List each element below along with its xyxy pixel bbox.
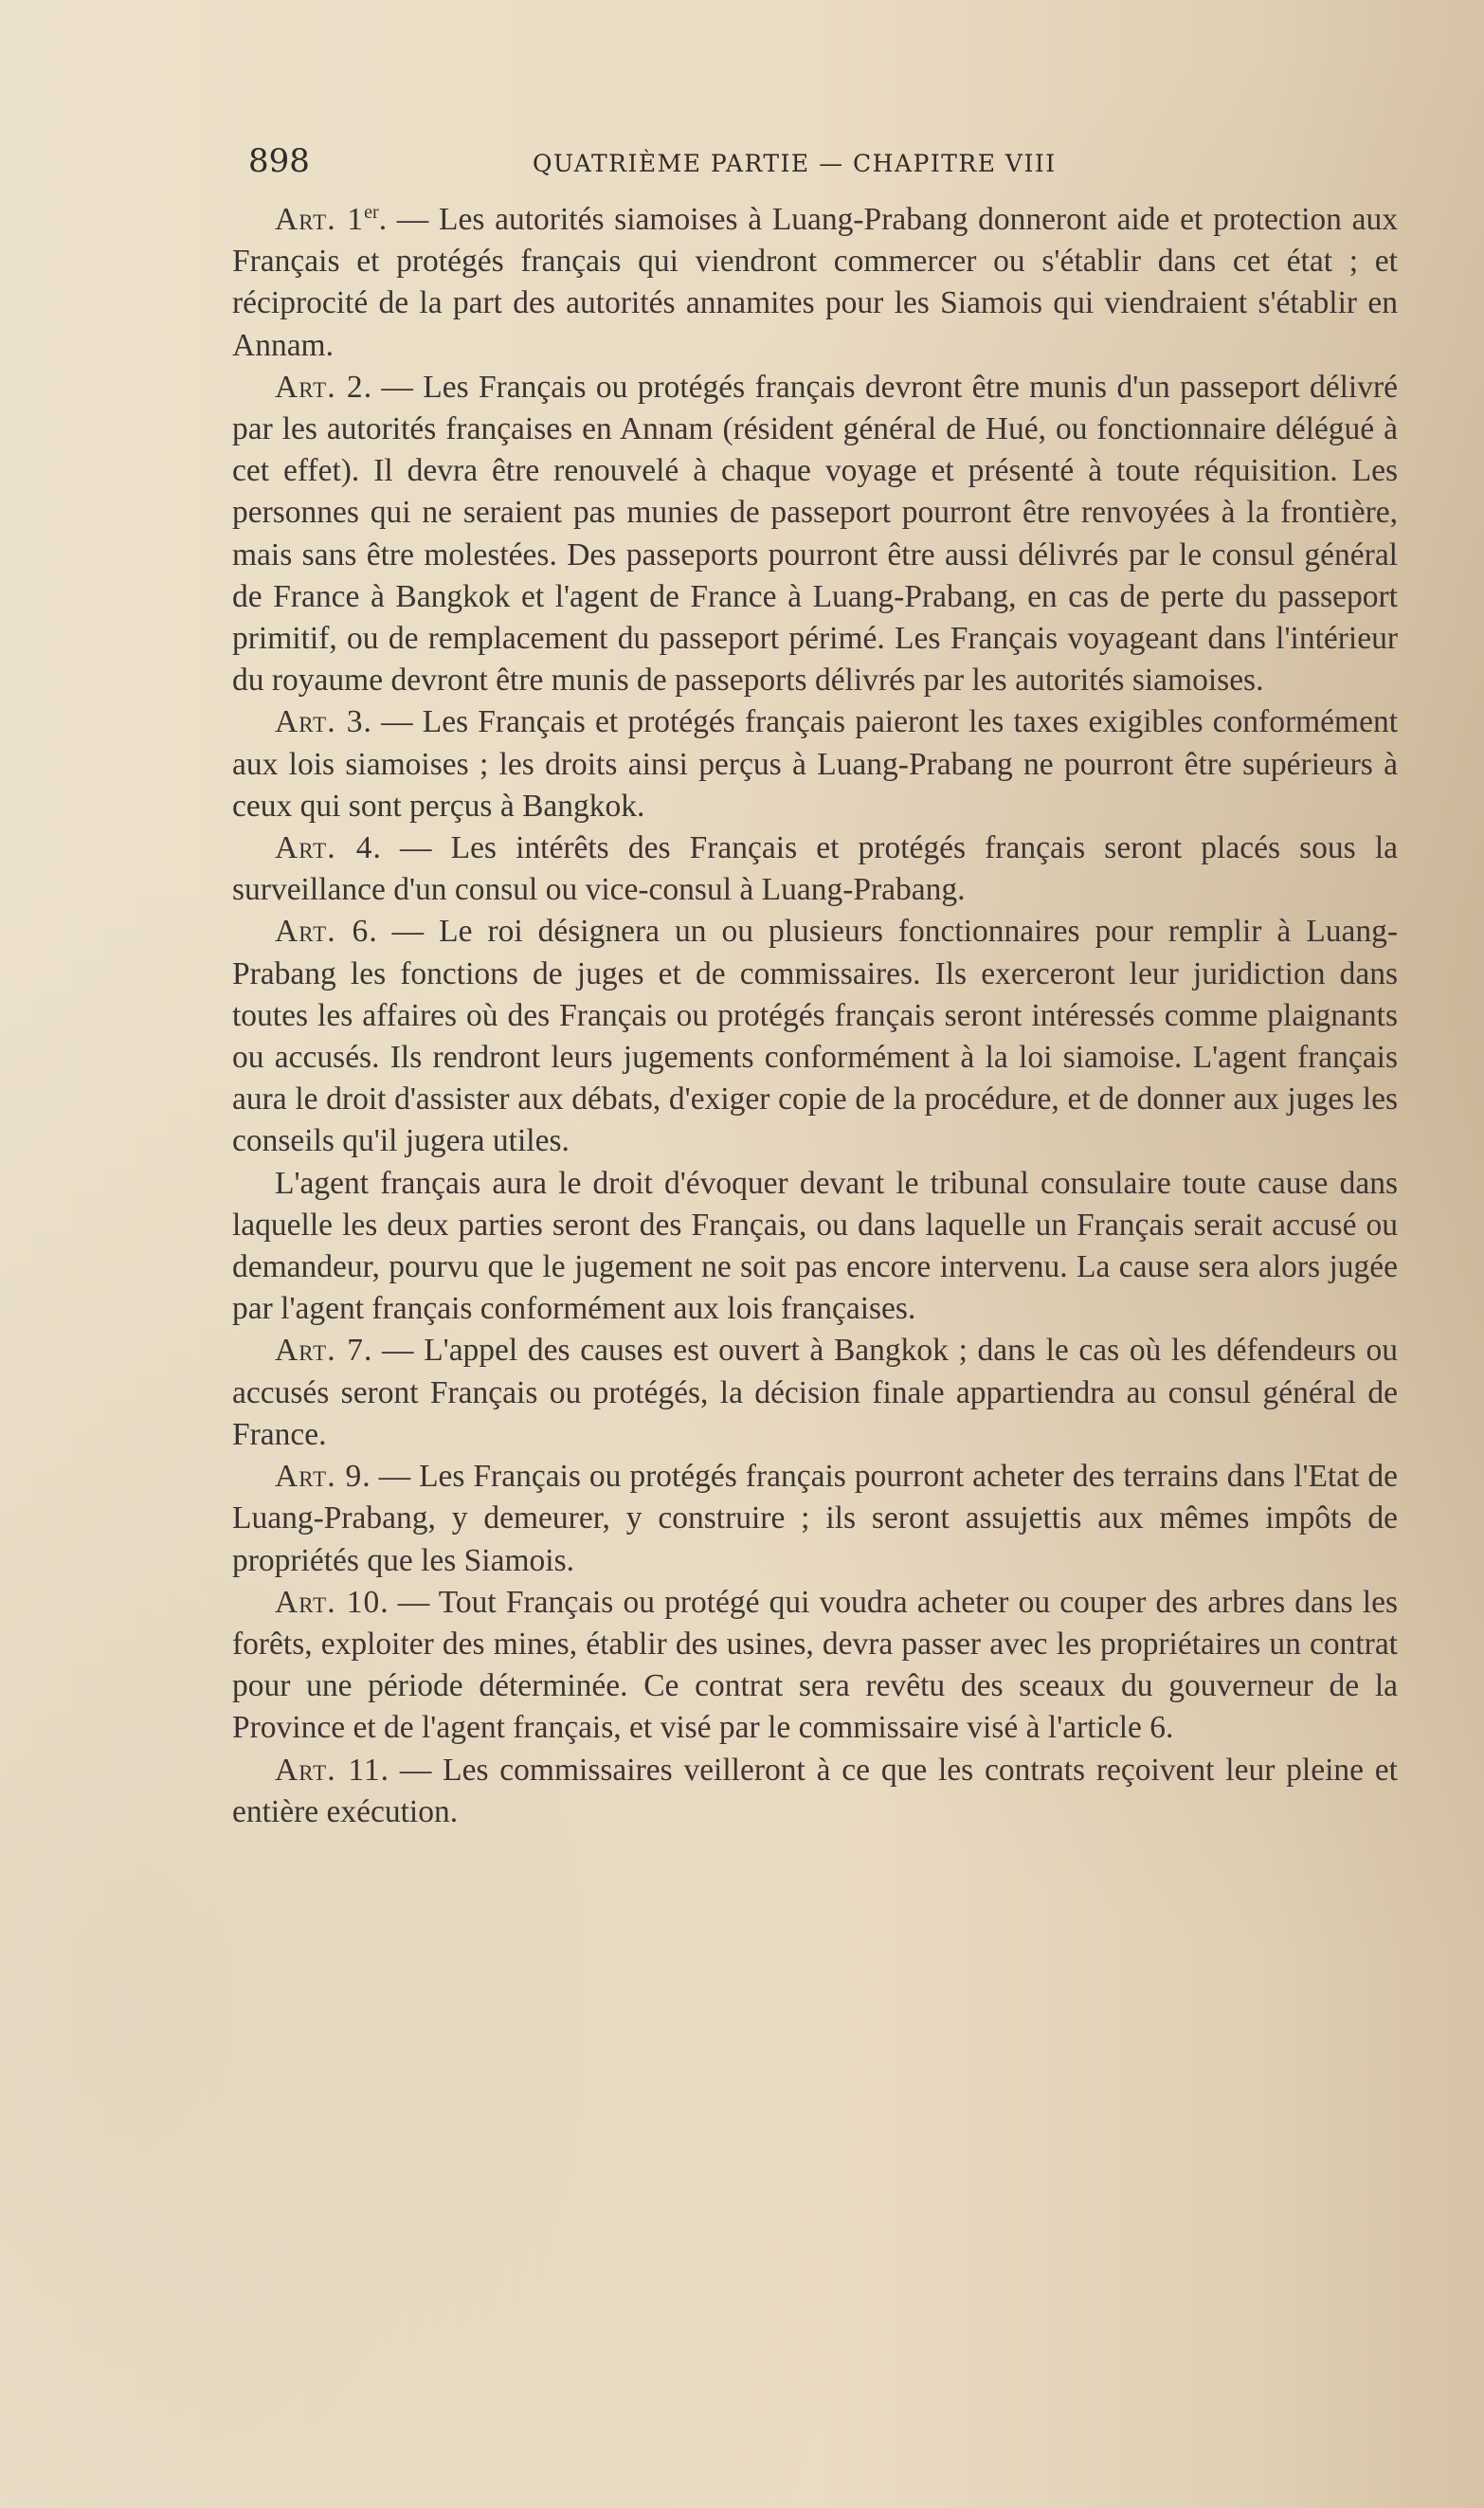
article-paragraph xyxy=(232,911,1398,1162)
page-header xyxy=(248,142,1366,180)
continuation-paragraph xyxy=(232,1163,1398,1331)
article-paragraph xyxy=(232,1330,1398,1456)
article-text: . — Le roi désignera un ou plusieurs fonctionnaires pour remplir à Luang-Prabang les fonctions de juges et de commissaires. Ils exerceront leur juridiction dans toutes les affaires où des Français ou protégés français seront intéressés comme plaignants ou accusés. Ils rendront leurs jugements conformément à la loi siamoise. L'agent français aura le droit d'assister aux débats, d'exiger copie de la procédure, et de donner aux juges les conseils qu'il jugera utiles. xyxy=(232,914,1399,1159)
article-label-superscript: er xyxy=(364,201,379,223)
article-text: . — Tout Français ou protégé qui voudra acheter ou couper des arbres dans les forêts, exploiter des mines, établir des usines, devra passer avec les propriétaires un contrat pour une période déterminée. Ce contrat sera revêtu des sceaux du gouverneur de la Province et de l'agent français, et visé par le commissaire visé à l'article 6. xyxy=(232,1584,1399,1746)
article-paragraph xyxy=(232,1582,1398,1750)
article-text: . — L'appel des causes est ouvert à Bangkok ; dans le cas où les défendeurs ou accusés seront Français ou protégés, la décision finale appartiendra au consul général de France. xyxy=(232,1333,1399,1452)
article-text: . — Les autorités siamoises à Luang-Prabang donneront aide et protection aux Français et protégés français qui viendront commercer ou s'établir dans cet état ; et réciprocité de la part des autorités annamites pour les Siamois qui viendraient s'établir en Annam. xyxy=(232,202,1398,363)
article-paragraph xyxy=(232,701,1398,827)
article-paragraph xyxy=(232,199,1398,367)
article-label: Art. 11 xyxy=(275,1752,381,1788)
article-label: Art. 3 xyxy=(275,704,364,740)
article-text: . — Les Français et protégés français paieront les taxes exigibles conformément aux lois siamoises ; les droits ainsi perçus à Luang-Prabang ne pourront être supérieurs à ceux qui sont perçus à Bangkok. xyxy=(232,704,1399,824)
article-text: . — Les intérêts des Français et protégés français seront placés sous la surveillance d'un consul ou vice-consul à Luang-Prabang. xyxy=(232,830,1398,908)
article-text: L'agent français aura le droit d'évoquer devant le tribunal consulaire toute cause dans laquelle les deux parties seront des Français, ou dans laquelle un Français serait accusé ou demandeur, pourvu que le jugement ne soit pas encore intervenu. La cause sera alors jugée par l'agent français conformément aux lois françaises. xyxy=(232,1165,1398,1327)
article-paragraph xyxy=(232,367,1398,702)
article-label: Art. 6 xyxy=(275,914,370,950)
article-paragraph xyxy=(232,1750,1398,1833)
article-text: . — Les commissaires veilleront à ce que les contrats reçoivent leur pleine et entière exécution. xyxy=(232,1752,1398,1829)
article-label: Art. 1 xyxy=(275,202,365,237)
article-label: Art. 10 xyxy=(275,1584,381,1620)
article-paragraph xyxy=(232,827,1398,911)
page-number: 898 xyxy=(248,142,310,180)
article-label: Art. 4 xyxy=(275,830,373,866)
article-text: . — Les Français ou protégés français devront être munis d'un passeport délivré par les autorités françaises en Annam (résident général de Hué, ou fonctionnaire délégué à cet effet). Il devra être renouvelé à chaque voyage et présenté à toute réquisition. Les personnes qui ne seraient pas munies de passeport pourront être renvoyées à la frontière, mais sans être molestées. Des passeports pourront être aussi délivrés par le consul général de France à Bangkok et l'agent de France à Luang-Prabang, en cas de perte du passeport primitif, ou de remplacement du passeport périmé. Les Français voyageant dans l'intérieur du royaume devront être munis de passeports délivrés par les autorités siamoises. xyxy=(232,369,1398,699)
article-text: . — Les Français ou protégés français pourront acheter des terrains dans l'Etat de Luang-Prabang, y demeurer, y construire ; ils seront assujettis aux mêmes impôts de propriétés que les Siamois. xyxy=(232,1459,1398,1578)
article-label: Art. 9 xyxy=(275,1459,363,1495)
article-label: Art. 7 xyxy=(275,1333,364,1369)
article-paragraph xyxy=(232,1456,1398,1582)
running-head: QUATRIÈME PARTIE — CHAPITRE VIII xyxy=(533,150,1057,177)
body-text xyxy=(232,199,1398,1833)
article-label: Art. 2 xyxy=(275,369,364,405)
